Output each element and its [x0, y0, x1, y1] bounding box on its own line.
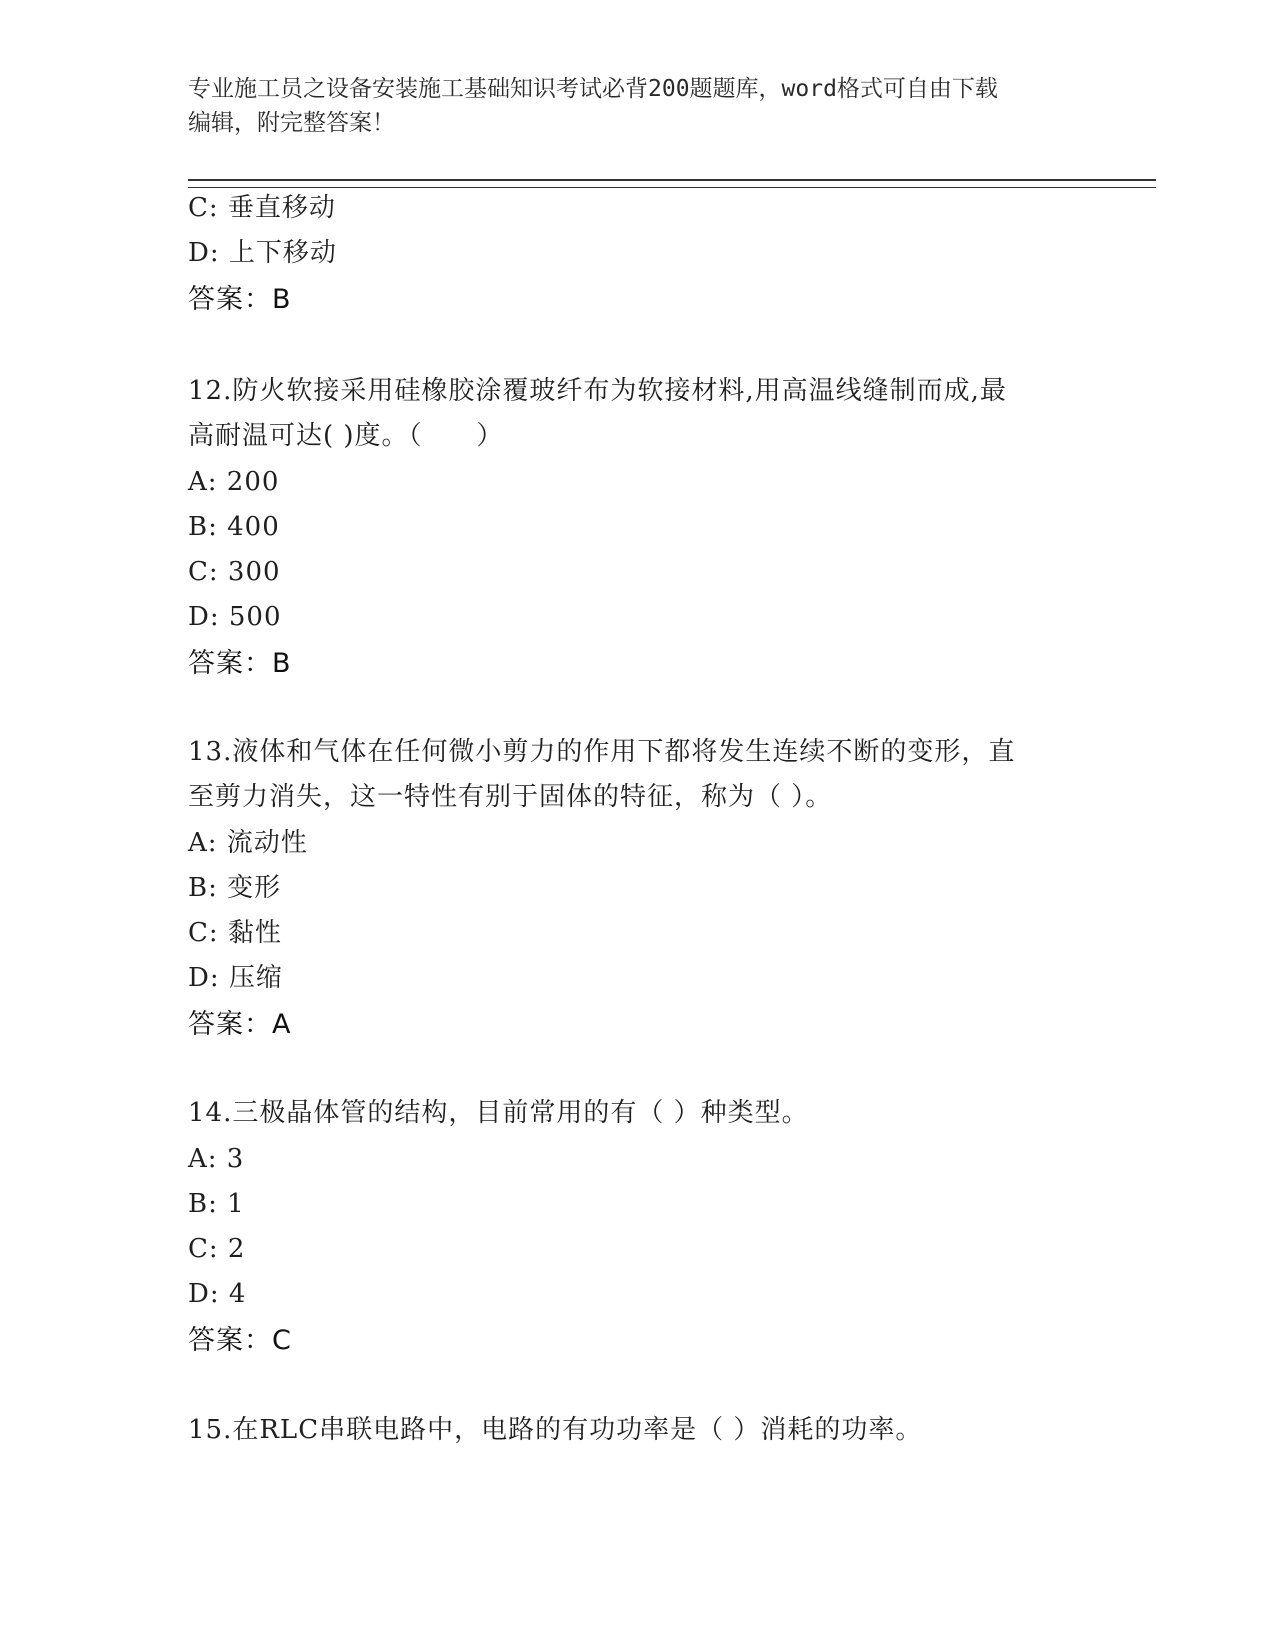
header-divider — [188, 179, 1156, 188]
q13-option-c: C: 黏性 — [188, 918, 282, 948]
q14-option-a: A: 3 — [188, 1144, 245, 1174]
q12-stem-line-1: 12.防火软接采用硅橡胶涂覆玻纤布为软接材料,用高温线缝制而成,最 — [188, 376, 1007, 406]
q12-option-d: D: 500 — [188, 602, 282, 632]
q15-stem-line-1: 15.在RLC串联电路中，电路的有功功率是（ ）消耗的功率。 — [188, 1415, 923, 1445]
q14-option-b: B: 1 — [188, 1189, 245, 1219]
q12-option-b: B: 400 — [188, 512, 280, 542]
q12-option-c: C: 300 — [188, 557, 281, 587]
prev-option-c: C: 垂直移动 — [188, 193, 336, 223]
prev-option-d: D: 上下移动 — [188, 238, 337, 268]
q12-stem-line-2: 高耐温可达( )度。（ ） — [188, 421, 504, 451]
q13-option-b: B: 变形 — [188, 873, 282, 903]
q14-stem-line-1: 14.三极晶体管的结构，目前常用的有（ ）种类型。 — [188, 1098, 809, 1128]
q14-answer: 答案：C — [188, 1325, 292, 1356]
q13-stem-line-2: 至剪力消失，这一特性有别于固体的特征，称为（ ）。 — [188, 782, 833, 812]
q13-option-d: D: 压缩 — [188, 963, 283, 993]
q14-option-c: C: 2 — [188, 1234, 246, 1264]
header-title-line-1: 专业施工员之设备安装施工基础知识考试必背200题题库，word格式可自由下载 — [188, 76, 998, 102]
q13-option-a: A: 流动性 — [188, 828, 308, 858]
q13-answer: 答案：A — [188, 1009, 292, 1040]
q14-option-d: D: 4 — [188, 1279, 247, 1309]
page-header — [188, 72, 1088, 140]
q12-answer: 答案：B — [188, 648, 292, 679]
q13-stem-line-1: 13.液体和气体在任何微小剪力的作用下都将发生连续不断的变形，直 — [188, 737, 1016, 767]
q12-option-a: A: 200 — [188, 467, 280, 497]
header-title-line-2: 编辑，附完整答案！ — [188, 110, 395, 136]
prev-answer: 答案：B — [188, 284, 292, 315]
